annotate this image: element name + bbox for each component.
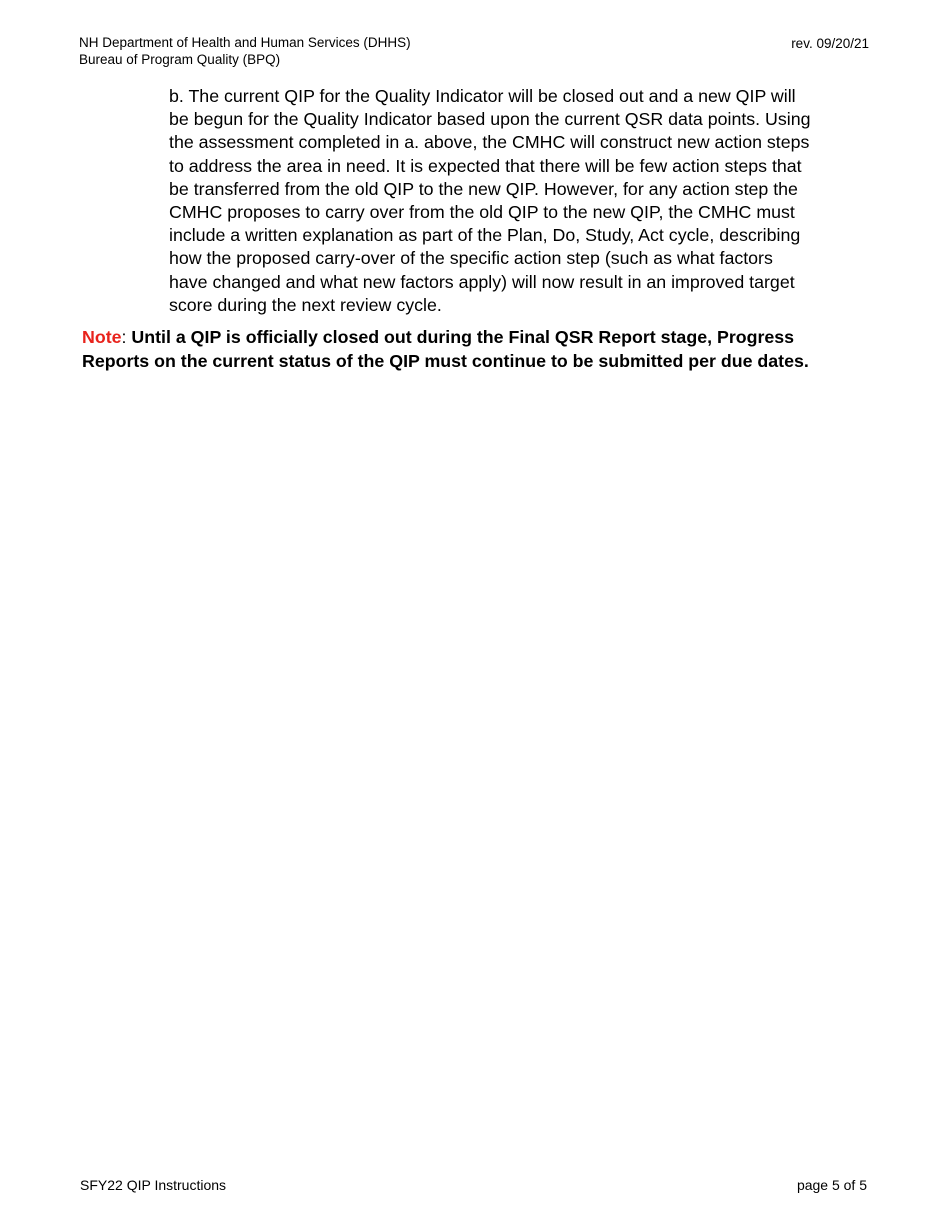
note-colon: : — [121, 327, 127, 347]
paragraph-b-line: be begun for the Quality Indicator based upon the current QSR data points. Using — [169, 109, 811, 130]
note-label: Note — [82, 327, 122, 347]
header-department-name: NH Department of Health and Human Services (DHHS) — [79, 35, 411, 50]
note-text-line-1: Until a QIP is officially closed out during the Final QSR Report stage, Progress — [126, 327, 795, 347]
paragraph-b-line: include a written explanation as part of the Plan, Do, Study, Act cycle, describing — [169, 225, 801, 246]
page-footer-page-number: page 5 of 5 — [796, 1177, 867, 1193]
paragraph-b-line: b. The current QIP for the Quality Indicator will be closed out and a new QIP will — [169, 86, 796, 106]
paragraph-b-line: score during the next review cycle. — [169, 294, 442, 315]
page-footer-document-name: SFY22 QIP Instructions — [80, 1177, 227, 1193]
note-text-line-2: Reports on the current status of the QIP must continue to be submitted per due dates. — [82, 350, 809, 371]
paragraph-b-line: be transferred from the old QIP to the new QIP. However, for any action step the — [169, 178, 798, 199]
page-header-revision: rev. 09/20/21 — [791, 36, 869, 51]
paragraph-b-line: have changed and what new factors apply) will now result in an improved target — [169, 271, 795, 292]
paragraph-b — [169, 85, 859, 317]
paragraph-b-line: how the proposed carry-over of the specific action step (such as what factors — [169, 248, 773, 269]
note-block — [82, 326, 882, 373]
paragraph-b-line: CMHC proposes to carry over from the old QIP to the new QIP, the CMHC must — [169, 202, 795, 223]
note-line-1 — [82, 326, 882, 350]
paragraph-b-line: the assessment completed in a. above, the CMHC will construct new action steps — [169, 132, 810, 153]
paragraph-b-line: to address the area in need. It is expected that there will be few action steps that — [169, 155, 802, 176]
header-bureau-name: Bureau of Program Quality (BPQ) — [79, 52, 281, 67]
page-header-organization — [79, 34, 411, 68]
